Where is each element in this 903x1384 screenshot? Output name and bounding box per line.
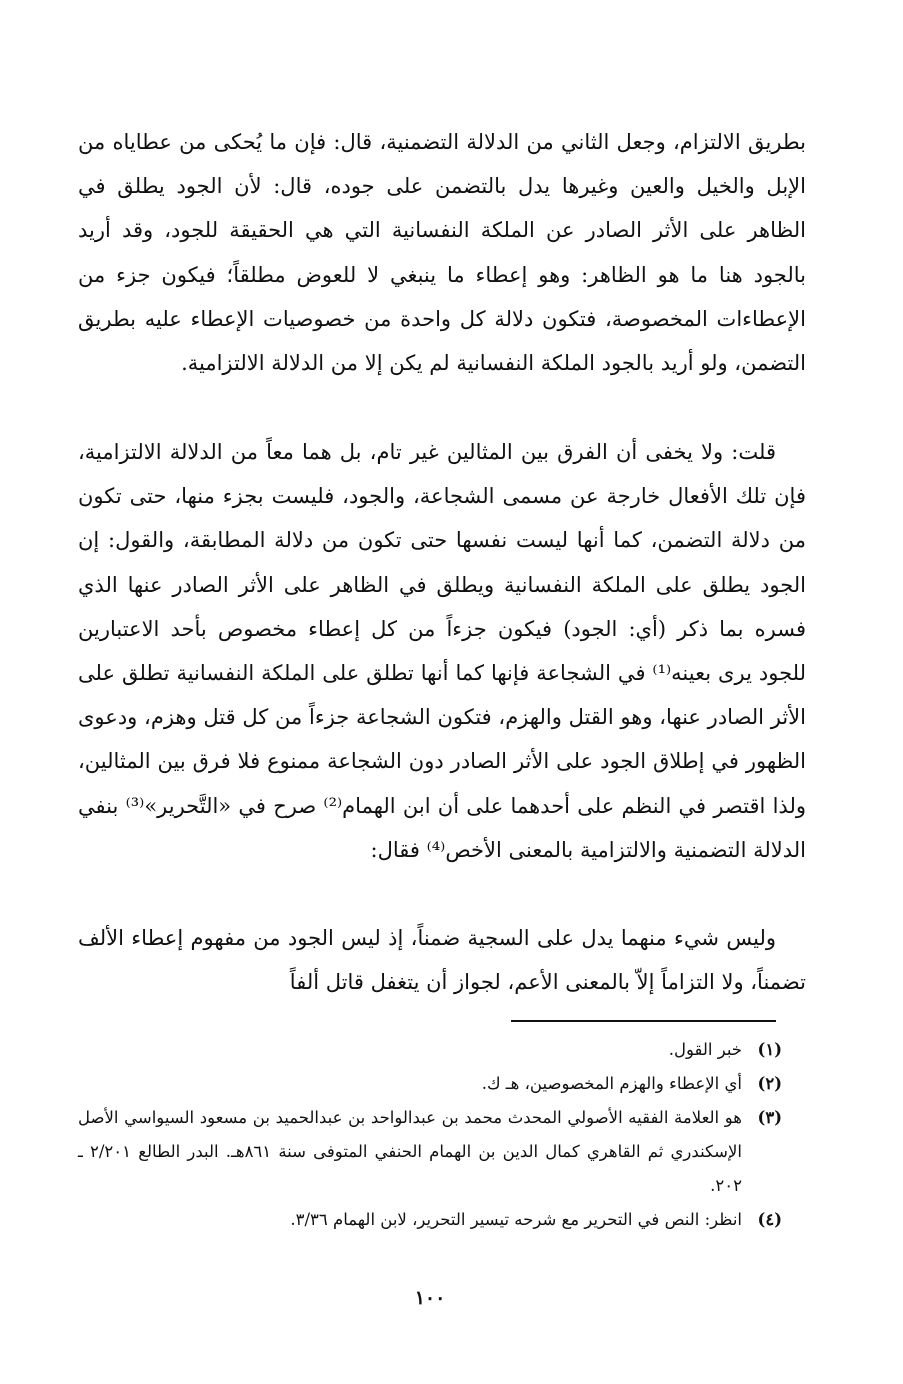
footnotes [78, 1033, 782, 1237]
footnote-number: (٣) [757, 1108, 782, 1127]
footnote-number: (٤) [757, 1210, 782, 1229]
body-paragraph-3: وليس شيء منهما يدل على السجية ضمناً، إذ ليس الجود من مفهوم إعطاء الألف تضمناً، ولا التزاماً إلاّ بالمعنى الأعم، لجواز أن يتغفل قاتل ألفاً [78, 926, 806, 995]
body-paragraph-1: بطريق الالتزام، وجعل الثاني من الدلالة التضمنية، قال: فإن ما يُحكى من عطاياه من الإبل والخيل والعين وغيرها يدل بالتضمن على جوده، قال: لأن الجود يطلق في الظاهر على الأثر الصادر عن الملكة النفسانية التي هي الحقيقة للجود، وقد أريد بالجود هنا ما هو الظاهر: وهو إعطاء ما ينبغي لا للعوض مطلقاً؛ فيكون جزء من الإعطاءات المخصوصة، فتكون دلالة كل واحدة من خصوصيات الإعطاء عليه بطريق التضمن، ولو أريد بالجود الملكة النفسانية لم يكن إلا من الدلالة الالتزامية. [78, 130, 806, 376]
footnote-1 [78, 1033, 782, 1067]
page-number: ١٠٠ [414, 1287, 446, 1309]
footnote-text: أي الإعطاء والهزم المخصوصين، هـ ك. [481, 1074, 742, 1093]
footnote-number: (٢) [757, 1074, 782, 1093]
footnote-4 [78, 1203, 782, 1237]
footnote-text: انظر: النص في التحرير مع شرحه تيسير التحرير، لابن الهمام ٣/٣٦. [290, 1210, 742, 1229]
footnote-number: (١) [757, 1040, 782, 1059]
footnote-2 [78, 1067, 782, 1101]
footnote-separator [511, 1020, 776, 1022]
body-paragraph-2: قلت: ولا يخفى أن الفرق بين المثالين غير تام، بل هما معاً من الدلالة الالتزامية، فإن تلك الأفعال خارجة عن مسمى الشجاعة، والجود، فليست بجزء منها، حتى تكون من دلالة التضمن، كما أنها ليست نفسها حتى تكون من دلالة المطابقة، والقول: إن الجود يطلق على الملكة النفسانية ويطلق في الظاهر على الأثر الصادر عنها الذي فسره بما ذكر (أي: الجود) فيكون جزءاً من كل إعطاء مخصوص بأحد الاعتبارين للجود يرى بعينه⁽¹⁾ في الشجاعة فإنها كما أنها تطلق على الملكة النفسانية تطلق على الأثر الصادر عنها، وهو القتل والهزم، فتكون الشجاعة جزءاً من كل قتل وهزم، ودعوى الظهور في إطلاق الجود على الأثر الصادر دون الشجاعة ممنوع فلا فرق بين المثالين، ولذا اقتصر في النظم على أحدهما على أن ابن الهمام⁽²⁾ صرح في «التَّحرير»⁽³⁾ بنفي الدلالة التضمنية والالتزامية بالمعنى الأخص⁽⁴⁾ فقال: [78, 440, 806, 862]
footnote-3 [78, 1101, 782, 1203]
footnote-text: هو العلامة الفقيه الأصولي المحدث محمد بن عبدالواحد بن عبدالحميد بن مسعود السيواسي الأصل الإسكندري ثم القاهري كمال الدين بن الهمام الحنفي المتوفى سنة ٨٦١هـ. البدر الطالع ٢/٢٠١ ـ ٢٠٢. [78, 1108, 743, 1195]
footnote-text: خبر القول. [668, 1040, 742, 1059]
